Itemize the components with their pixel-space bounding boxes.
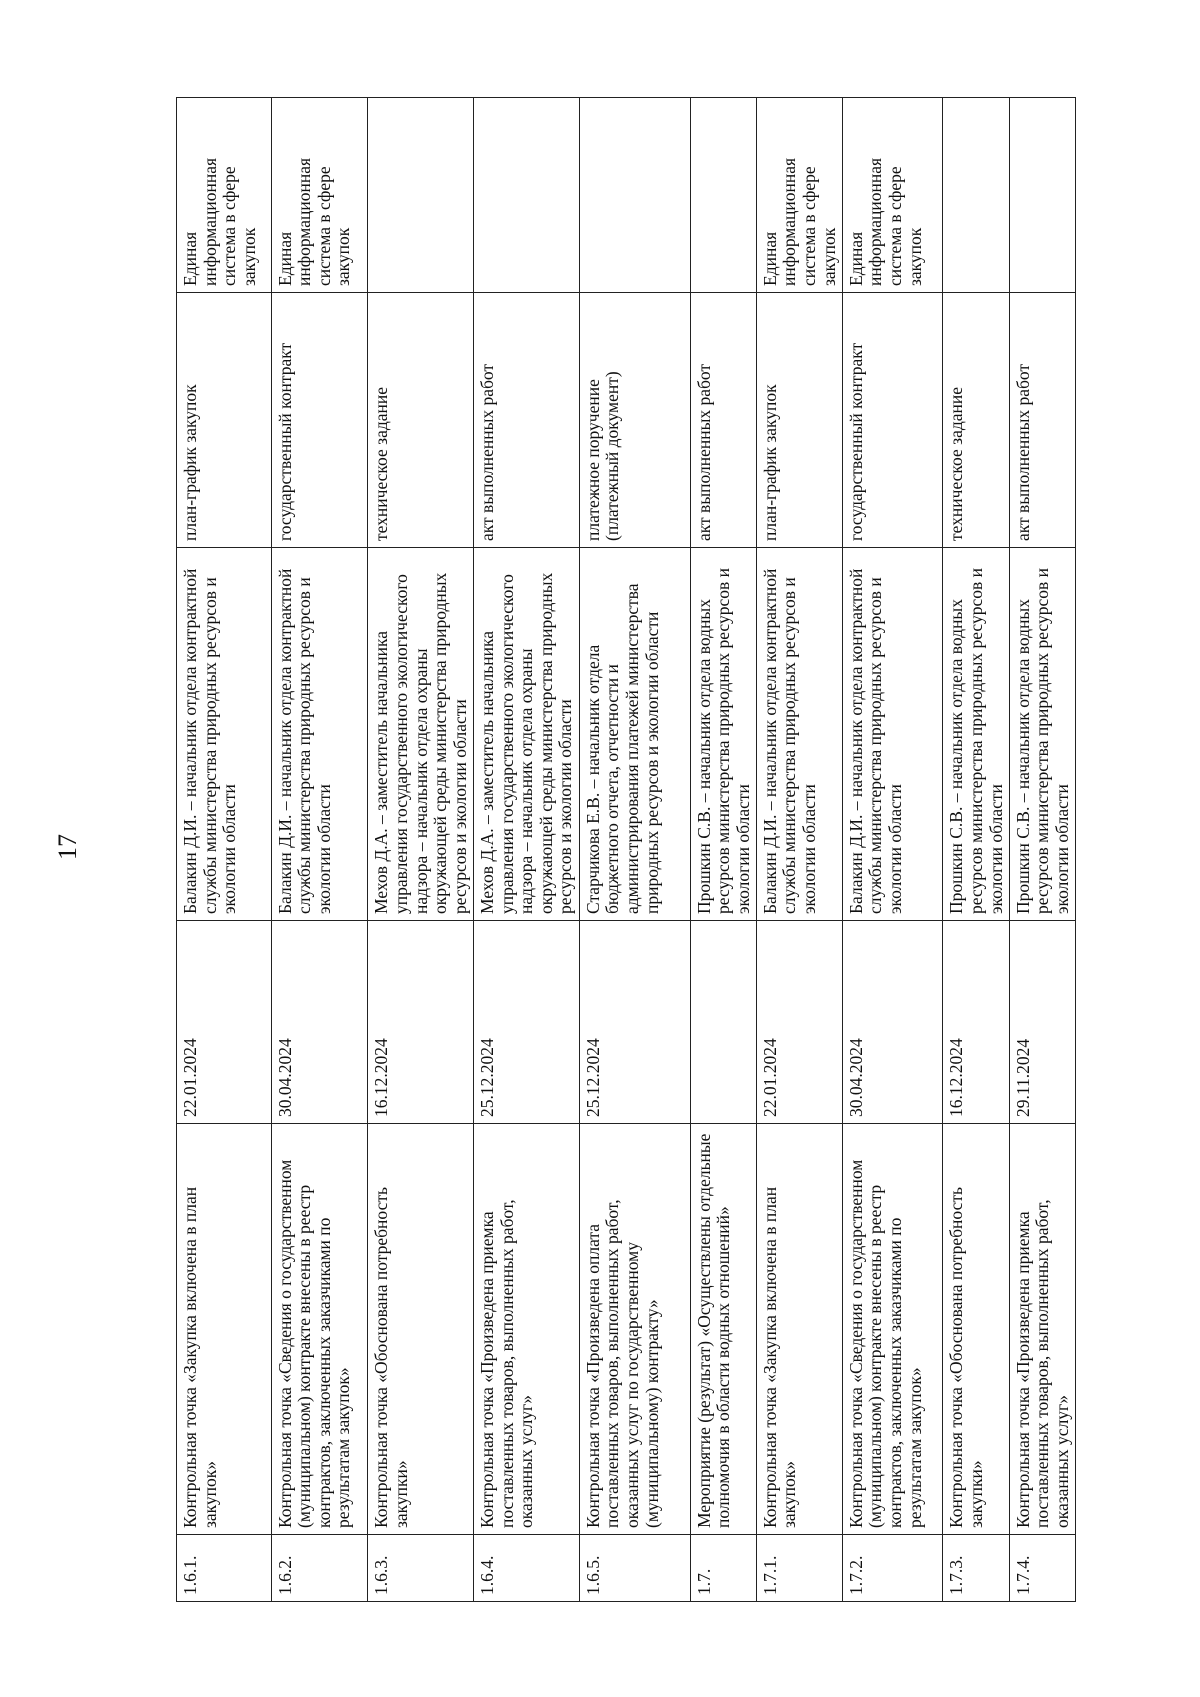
information-system-cell: Единая информационная система в сфере закупок xyxy=(756,98,842,293)
event-name-cell: Контрольная точка «Сведения о государственном (муниципальном) контракте внесены в реестр контрактов, заключенных заказчиками по результатам закупок» xyxy=(271,1124,368,1535)
event-name-cell: Контрольная точка «Обоснована потребность закупки» xyxy=(368,1124,474,1535)
event-name-cell: Контрольная точка «Обоснована потребность закупки» xyxy=(943,1124,1009,1535)
deadline-date-cell: 22.01.2024 xyxy=(177,921,272,1124)
row-number-cell: 1.6.4. xyxy=(474,1535,580,1602)
document-type-cell: план-график закупок xyxy=(177,293,272,548)
deadline-date-cell: 29.11.2024 xyxy=(1009,921,1075,1124)
document-type-cell: техническое задание xyxy=(368,293,474,548)
deadline-date-cell: 25.12.2024 xyxy=(474,921,580,1124)
event-name-cell: Контрольная точка «Закупка включена в план закупок» xyxy=(177,1124,272,1535)
table-row xyxy=(271,98,368,1602)
responsible-person-cell: Балакин Д.И. – начальник отдела контрактной службы министерства природных ресурсов и экологии области xyxy=(756,548,842,921)
plan-table xyxy=(176,97,1076,1602)
table-row xyxy=(842,98,943,1602)
document-type-cell: государственный контракт xyxy=(842,293,943,548)
document-type-cell: платежное поручение (платежный документ) xyxy=(579,293,690,548)
document-type-cell: техническое задание xyxy=(943,293,1009,548)
event-name-cell: Контрольная точка «Сведения о государственном (муниципальном) контракте внесены в реестр контрактов, заключенных заказчиками по результатам закупок» xyxy=(842,1124,943,1535)
document-type-cell: акт выполненных работ xyxy=(1009,293,1075,548)
table-row xyxy=(474,98,580,1602)
event-name-cell: Мероприятие (результат) «Осуществлены отдельные полномочия в области водных отношений» xyxy=(690,1124,756,1535)
information-system-cell xyxy=(368,98,474,293)
deadline-date-cell: 30.04.2024 xyxy=(842,921,943,1124)
responsible-person-cell: Старчикова Е.В. – начальник отдела бюджетного отчета, отчетности и администрирования платежей министерства природных ресурсов и экологии области xyxy=(579,548,690,921)
responsible-person-cell: Балакин Д.И. – начальник отдела контрактной службы министерства природных ресурсов и экологии области xyxy=(177,548,272,921)
event-name-cell: Контрольная точка «Произведена приемка поставленных товаров, выполненных работ, оказанных услуг» xyxy=(474,1124,580,1535)
information-system-cell: Единая информационная система в сфере закупок xyxy=(842,98,943,293)
row-number-cell: 1.7. xyxy=(690,1535,756,1602)
information-system-cell xyxy=(579,98,690,293)
event-name-cell: Контрольная точка «Закупка включена в план закупок» xyxy=(756,1124,842,1535)
information-system-cell xyxy=(1009,98,1075,293)
table-row xyxy=(943,98,1009,1602)
table-row xyxy=(756,98,842,1602)
table-row xyxy=(368,98,474,1602)
responsible-person-cell: Прошкин С.В. – начальник отдела водных ресурсов министерства природных ресурсов и экологии области xyxy=(690,548,756,921)
responsible-person-cell: Балакин Д.И. – начальник отдела контрактной службы министерства природных ресурсов и экологии области xyxy=(842,548,943,921)
page-number: 17 xyxy=(53,834,82,860)
deadline-date-cell: 30.04.2024 xyxy=(271,921,368,1124)
deadline-date-cell: 16.12.2024 xyxy=(368,921,474,1124)
responsible-person-cell: Мехов Д.А. – заместитель начальника управления государственного экологического надзора – начальник отдела охраны окружающей среды министерства природных ресурсов и экологии области xyxy=(368,548,474,921)
table-row xyxy=(177,98,272,1602)
information-system-cell: Единая информационная система в сфере закупок xyxy=(271,98,368,293)
document-type-cell: акт выполненных работ xyxy=(690,293,756,548)
responsible-person-cell: Прошкин С.В. – начальник отдела водных ресурсов министерства природных ресурсов и экологии области xyxy=(1009,548,1075,921)
responsible-person-cell: Мехов Д.А. – заместитель начальника управления государственного экологического надзора – начальник отдела охраны окружающей среды министерства природных ресурсов и экологии области xyxy=(474,548,580,921)
row-number-cell: 1.7.4. xyxy=(1009,1535,1075,1602)
table-row xyxy=(1009,98,1075,1602)
information-system-cell xyxy=(474,98,580,293)
table-row xyxy=(690,98,756,1602)
row-number-cell: 1.6.3. xyxy=(368,1535,474,1602)
document-type-cell: акт выполненных работ xyxy=(474,293,580,548)
row-number-cell: 1.6.2. xyxy=(271,1535,368,1602)
row-number-cell: 1.7.3. xyxy=(943,1535,1009,1602)
document-type-cell: план-график закупок xyxy=(756,293,842,548)
deadline-date-cell: 22.01.2024 xyxy=(756,921,842,1124)
information-system-cell xyxy=(690,98,756,293)
plan-table-body xyxy=(177,98,1076,1602)
information-system-cell: Единая информационная система в сфере закупок xyxy=(177,98,272,293)
responsible-person-cell: Балакин Д.И. – начальник отдела контрактной службы министерства природных ресурсов и экологии области xyxy=(271,548,368,921)
row-number-cell: 1.6.1. xyxy=(177,1535,272,1602)
rotated-table-wrapper xyxy=(176,98,1076,1602)
document-type-cell: государственный контракт xyxy=(271,293,368,548)
event-name-cell: Контрольная точка «Произведена приемка поставленных товаров, выполненных работ, оказанных услуг» xyxy=(1009,1124,1075,1535)
row-number-cell: 1.7.1. xyxy=(756,1535,842,1602)
row-number-cell: 1.6.5. xyxy=(579,1535,690,1602)
deadline-date-cell: 25.12.2024 xyxy=(579,921,690,1124)
information-system-cell xyxy=(943,98,1009,293)
table-row xyxy=(579,98,690,1602)
deadline-date-cell xyxy=(690,921,756,1124)
deadline-date-cell: 16.12.2024 xyxy=(943,921,1009,1124)
row-number-cell: 1.7.2. xyxy=(842,1535,943,1602)
responsible-person-cell: Прошкин С.В. – начальник отдела водных ресурсов министерства природных ресурсов и экологии области xyxy=(943,548,1009,921)
event-name-cell: Контрольная точка «Произведена оплата поставленных товаров, выполненных работ, оказанных услуг по государственному (муниципальному) контракту» xyxy=(579,1124,690,1535)
